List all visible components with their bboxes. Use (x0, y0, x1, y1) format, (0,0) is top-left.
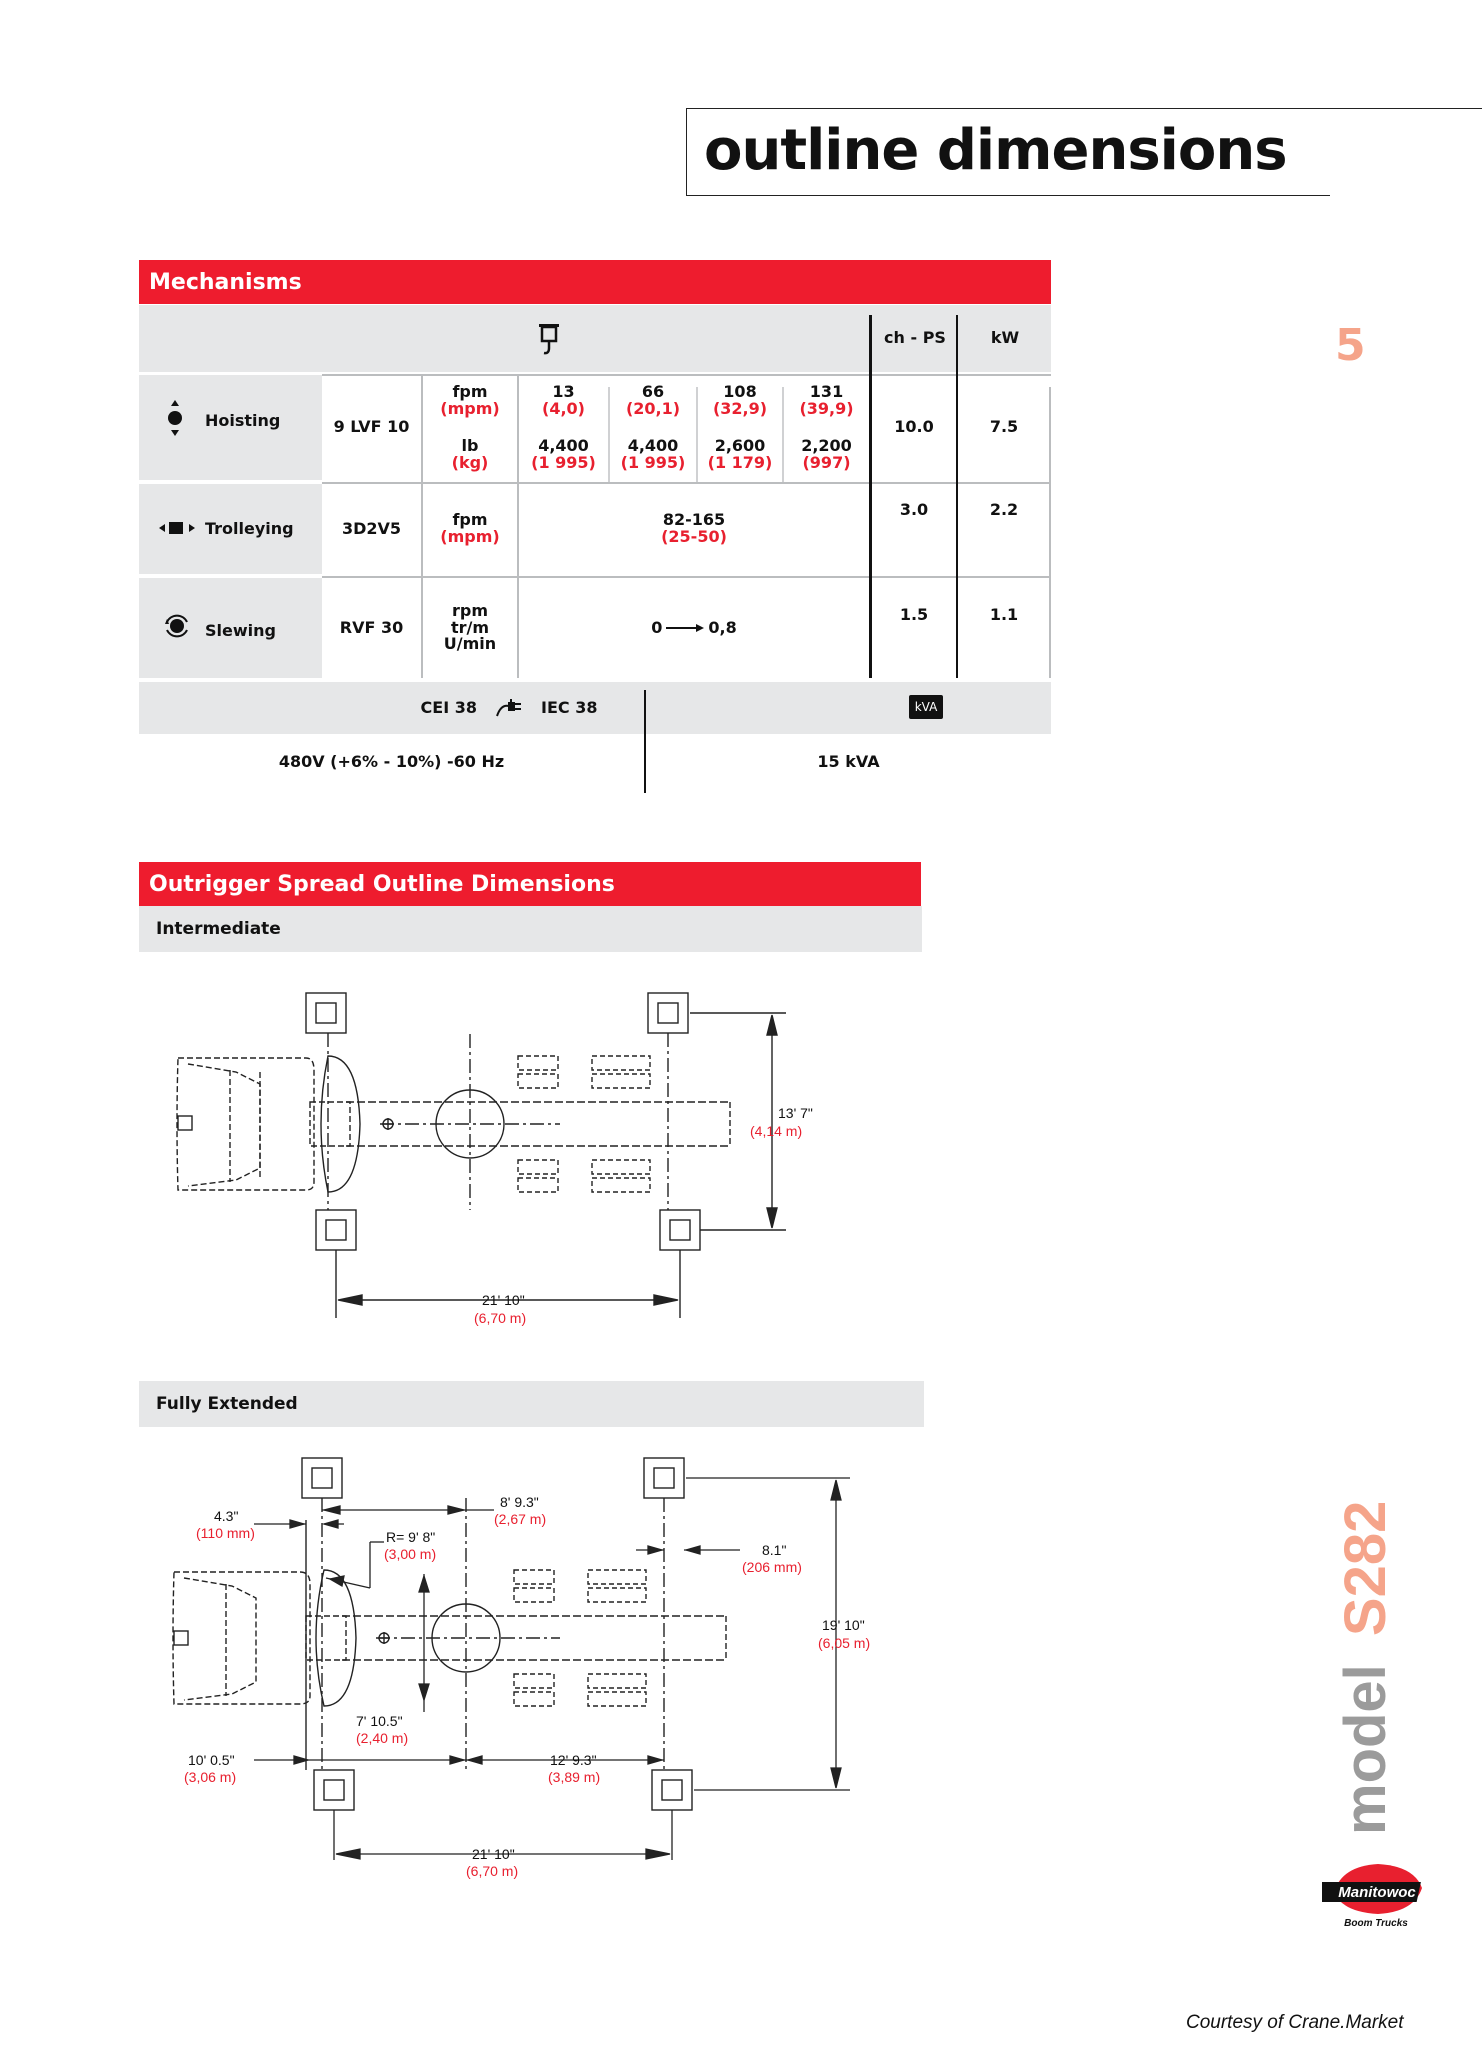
hoisting-load-4: 2,200 (997) (801, 436, 852, 472)
dim-4-3-metric: (110 mm) (196, 1525, 255, 1541)
title-rule (1330, 108, 1482, 109)
dim-8-9-3-metric: (2,67 m) (494, 1511, 547, 1527)
slewing-model: RVF 30 (339, 617, 404, 637)
model-label (1325, 1495, 1405, 1835)
dim-10-0-5-metric: (3,06 m) (184, 1769, 237, 1785)
trolleying-unit: fpm (mpm) (440, 510, 500, 546)
hoisting-speed-4: 131 (39,9) (799, 382, 854, 418)
fully-extended-band (139, 1381, 924, 1427)
dim-12-9-3-metric: (3,89 m) (548, 1769, 601, 1785)
hoisting-speed-1: 13 (4,0) (542, 382, 585, 418)
fully-extended-label: Fully Extended (156, 1394, 298, 1414)
outrigger-header (139, 862, 921, 906)
svg-text:Boom Trucks: Boom Trucks (1344, 1918, 1408, 1929)
slewing-ps: 1.5 (899, 604, 929, 624)
dim-8-1-metric: (206 mm) (742, 1559, 802, 1575)
page-title: outline dimensions (704, 118, 1287, 183)
hoisting-load-1: 4,400 (1 995) (531, 436, 596, 472)
outrigger-title: Outrigger Spread Outline Dimensions (149, 871, 615, 897)
model-code: S282 (1333, 1500, 1398, 1637)
intermediate-length-metric: (6,70 m) (474, 1310, 527, 1326)
dim-8-9-3-label: 8' 9.3" (500, 1494, 539, 1510)
dim-7-10-5-label: 7' 10.5" (356, 1713, 403, 1729)
hoisting-ps: 10.0 (894, 417, 934, 437)
slewing-speed: 0 0,8 (651, 617, 737, 637)
kva-badge: kVA (909, 695, 943, 719)
intermediate-drawing (0, 960, 900, 1340)
model-word: model (1333, 1664, 1398, 1835)
trolleying-model: 3D2V5 (341, 518, 402, 538)
iec-standard: IEC 38 (541, 697, 598, 717)
col-header-kw: kW (990, 328, 1020, 348)
slewing-label: Slewing (205, 620, 276, 640)
trolleying-speed: 82-165 (25-50) (661, 510, 727, 546)
cei-standard: CEI 38 (420, 697, 477, 717)
hoisting-model: 9 LVF 10 (333, 417, 410, 437)
trolleying-kw: 2.2 (989, 499, 1019, 519)
dim-8-1-label: 8.1" (762, 1542, 787, 1558)
arrow-right-icon (664, 622, 706, 634)
trolleying-ps: 3.0 (899, 499, 929, 519)
manitowoc-logo (1322, 1858, 1428, 1930)
dim-radius-metric: (3,00 m) (384, 1546, 437, 1562)
mechanisms-header (139, 260, 1051, 304)
dim-radius-label: R= 9' 8" (386, 1529, 436, 1545)
mechanisms-title: Mechanisms (149, 269, 302, 295)
dim-12-9-3-label: 12' 9.3" (550, 1752, 597, 1768)
plug-icon (495, 698, 523, 718)
fully-width-label: 19' 10" (822, 1617, 865, 1633)
intermediate-width-metric: (4,14 m) (750, 1123, 803, 1139)
trolleying-label: Trolleying (205, 518, 294, 538)
intermediate-width-label: 13' 7" (778, 1105, 813, 1121)
intermediate-length-label: 21' 10" (482, 1292, 525, 1308)
intermediate-band (139, 906, 922, 952)
kva-value: 15 kVA (817, 751, 880, 771)
hoisting-kw: 7.5 (989, 417, 1019, 437)
voltage-value: 480V (+6% - 10%) -60 Hz (278, 751, 505, 771)
hoisting-load-3: 2,600 (1 179) (707, 436, 773, 472)
hoisting-load-unit: lb (kg) (451, 436, 489, 472)
dim-10-0-5-label: 10' 0.5" (188, 1752, 235, 1768)
trolleying-icon (157, 513, 197, 543)
slewing-icon (163, 611, 191, 641)
col-header-ps: ch - PS (884, 328, 946, 348)
dim-7-10-5-metric: (2,40 m) (356, 1730, 409, 1746)
hoisting-speed-unit: fpm (mpm) (440, 382, 500, 418)
svg-text:Manitowoc: Manitowoc (1338, 1884, 1416, 1901)
fully-length-metric: (6,70 m) (466, 1863, 519, 1879)
slewing-kw: 1.1 (989, 604, 1019, 624)
hook-icon (519, 315, 579, 363)
hoisting-speed-2: 66 (20,1) (625, 382, 681, 418)
fully-width-metric: (6,05 m) (818, 1635, 871, 1651)
page-number: 5 (1335, 320, 1366, 371)
svg-text:model S282 (1333, 1501, 1398, 1835)
hoisting-load-2: 4,400 (1 995) (620, 436, 686, 472)
mechanisms-table (139, 305, 1051, 789)
intermediate-label: Intermediate (156, 919, 281, 939)
fully-length-label: 21' 10" (472, 1846, 515, 1862)
fully-extended-drawing (0, 1440, 900, 1890)
slewing-unit: rpm tr/m U/min (443, 600, 497, 654)
courtesy-note: Courtesy of Crane.Market (1186, 2012, 1404, 2033)
dim-4-3-label: 4.3" (214, 1508, 239, 1524)
power-standards (309, 682, 709, 734)
hoisting-label: Hoisting (205, 410, 281, 430)
hoisting-icon (167, 401, 183, 435)
hoisting-speed-3: 108 (32,9) (712, 382, 768, 418)
